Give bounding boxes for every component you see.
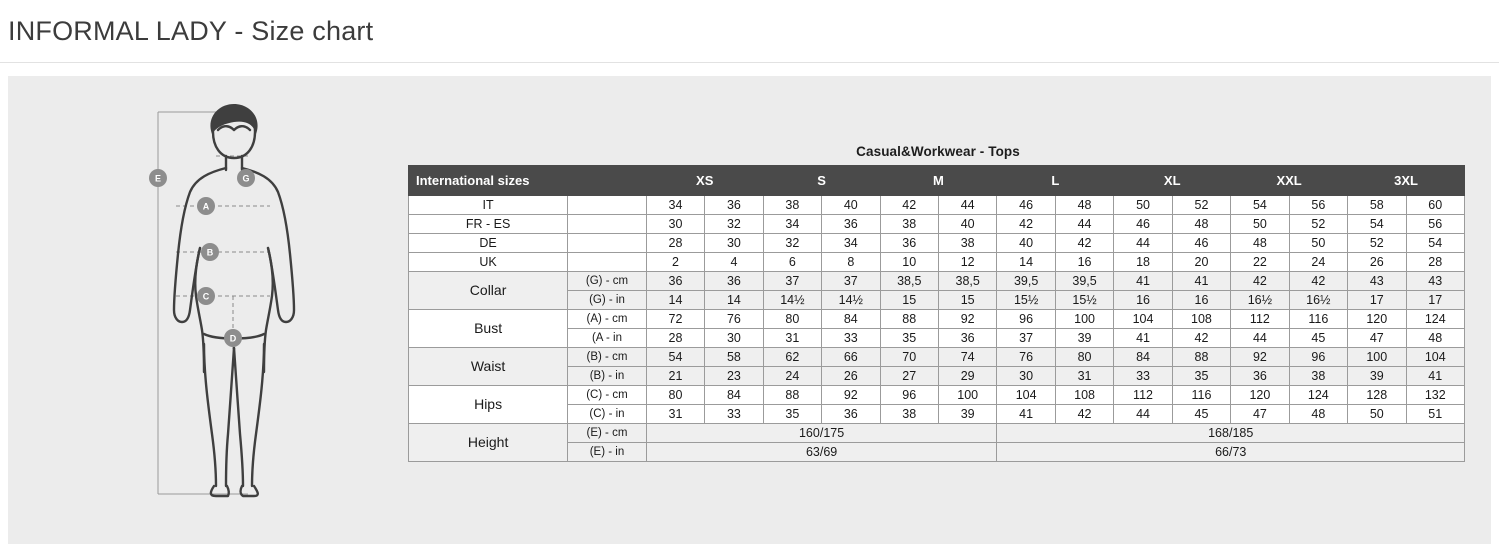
cell: 42 [1289, 272, 1347, 291]
cell: 72 [646, 310, 704, 329]
svg-text:C: C [202, 291, 210, 302]
row-unit-bust-in: (A - in [568, 329, 647, 348]
cell: 16 [1114, 291, 1172, 310]
cell: 37 [997, 329, 1055, 348]
cell: 12 [938, 253, 996, 272]
cell: 70 [880, 348, 938, 367]
cell: 58 [705, 348, 763, 367]
cell: 45 [1289, 329, 1347, 348]
cell: 14 [705, 291, 763, 310]
cell: 20 [1172, 253, 1230, 272]
cell-height-in-right: 66/73 [997, 443, 1465, 462]
header-divider [0, 62, 1499, 63]
cell: 14½ [763, 291, 821, 310]
cell: 30 [705, 234, 763, 253]
row-label-collar: Collar [409, 272, 568, 310]
cell: 24 [1289, 253, 1347, 272]
body-measurement-figure [138, 104, 388, 504]
row-unit-height-cm: (E) - cm [568, 424, 647, 443]
table-header-row [409, 166, 1465, 196]
cell: 38 [938, 234, 996, 253]
cell: 36 [822, 215, 880, 234]
cell: 36 [938, 329, 996, 348]
cell: 22 [1231, 253, 1289, 272]
row-label-de: DE [409, 234, 568, 253]
cell: 37 [822, 272, 880, 291]
svg-text:D: D [229, 333, 237, 344]
cell: 34 [822, 234, 880, 253]
table-row [409, 386, 1465, 405]
cell: 42 [997, 215, 1055, 234]
cell: 44 [1114, 405, 1172, 424]
cell: 37 [763, 272, 821, 291]
table-header [409, 166, 1465, 196]
cell: 28 [646, 329, 704, 348]
cell: 76 [997, 348, 1055, 367]
cell: 32 [763, 234, 821, 253]
cell: 74 [938, 348, 996, 367]
cell: 100 [1348, 348, 1406, 367]
cell: 28 [646, 234, 704, 253]
cell: 8 [822, 253, 880, 272]
table-row [409, 253, 1465, 272]
cell: 56 [1289, 196, 1347, 215]
row-label-fr-es: FR - ES [409, 215, 568, 234]
cell: 30 [997, 367, 1055, 386]
table-row [409, 329, 1465, 348]
cell: 31 [646, 405, 704, 424]
row-label-bust: Bust [409, 310, 568, 348]
cell: 50 [1114, 196, 1172, 215]
cell: 32 [705, 215, 763, 234]
cell: 39 [1055, 329, 1113, 348]
table-row [409, 424, 1465, 443]
cell: 44 [1055, 215, 1113, 234]
cell: 108 [1172, 310, 1230, 329]
cell: 54 [646, 348, 704, 367]
cell: 51 [1406, 405, 1465, 424]
table-row [409, 348, 1465, 367]
cell: 14 [997, 253, 1055, 272]
cell: 42 [880, 196, 938, 215]
cell: 34 [763, 215, 821, 234]
row-label-waist: Waist [409, 348, 568, 386]
cell: 30 [705, 329, 763, 348]
row-unit-height-in: (E) - in [568, 443, 647, 462]
cell: 16 [1172, 291, 1230, 310]
cell: 38,5 [938, 272, 996, 291]
table-row [409, 272, 1465, 291]
cell: 80 [763, 310, 821, 329]
cell: 50 [1348, 405, 1406, 424]
cell: 35 [1172, 367, 1230, 386]
page-header [0, 0, 1499, 62]
cell: 100 [1055, 310, 1113, 329]
cell: 44 [1114, 234, 1172, 253]
cell: 96 [1289, 348, 1347, 367]
cell: 42 [1055, 234, 1113, 253]
cell: 44 [938, 196, 996, 215]
header-size-xxl: XXL [1231, 166, 1348, 196]
row-unit-it [568, 196, 647, 215]
cell: 38 [880, 405, 938, 424]
cell: 14 [646, 291, 704, 310]
header-size-xl: XL [1114, 166, 1231, 196]
cell: 88 [763, 386, 821, 405]
cell: 96 [997, 310, 1055, 329]
cell: 35 [880, 329, 938, 348]
cell: 39 [938, 405, 996, 424]
cell: 36 [822, 405, 880, 424]
cell: 112 [1114, 386, 1172, 405]
cell: 28 [1406, 253, 1465, 272]
header-unit-col [568, 166, 647, 196]
cell: 112 [1231, 310, 1289, 329]
cell: 92 [822, 386, 880, 405]
cell: 40 [997, 234, 1055, 253]
cell: 31 [763, 329, 821, 348]
cell: 26 [1348, 253, 1406, 272]
cell: 16½ [1231, 291, 1289, 310]
svg-text:E: E [154, 173, 162, 184]
cell: 47 [1231, 405, 1289, 424]
row-label-it: IT [409, 196, 568, 215]
cell: 38,5 [880, 272, 938, 291]
cell: 40 [822, 196, 880, 215]
cell: 50 [1231, 215, 1289, 234]
cell: 17 [1348, 291, 1406, 310]
cell: 31 [1055, 367, 1113, 386]
row-label-height: Height [409, 424, 568, 462]
cell: 26 [822, 367, 880, 386]
header-size-xs: XS [646, 166, 763, 196]
cell: 41 [1172, 272, 1230, 291]
cell: 76 [705, 310, 763, 329]
cell: 35 [763, 405, 821, 424]
row-unit-collar-cm: (G) - cm [568, 272, 647, 291]
cell: 120 [1231, 386, 1289, 405]
cell: 84 [822, 310, 880, 329]
cell: 58 [1348, 196, 1406, 215]
svg-text:A: A [202, 201, 210, 212]
cell: 48 [1289, 405, 1347, 424]
cell: 42 [1231, 272, 1289, 291]
cell: 45 [1172, 405, 1230, 424]
row-unit-collar-in: (G) - in [568, 291, 647, 310]
cell: 88 [1172, 348, 1230, 367]
cell: 84 [1114, 348, 1172, 367]
cell: 33 [705, 405, 763, 424]
cell: 48 [1055, 196, 1113, 215]
cell: 38 [880, 215, 938, 234]
cell: 104 [1406, 348, 1465, 367]
cell: 36 [705, 272, 763, 291]
cell: 92 [1231, 348, 1289, 367]
cell: 10 [880, 253, 938, 272]
cell: 50 [1289, 234, 1347, 253]
cell: 23 [705, 367, 763, 386]
cell: 108 [1055, 386, 1113, 405]
cell: 124 [1289, 386, 1347, 405]
cell: 21 [646, 367, 704, 386]
cell: 41 [1114, 329, 1172, 348]
cell: 36 [880, 234, 938, 253]
cell: 80 [646, 386, 704, 405]
cell: 48 [1406, 329, 1465, 348]
row-unit-uk [568, 253, 647, 272]
cell: 104 [997, 386, 1055, 405]
cell: 39,5 [997, 272, 1055, 291]
cell: 41 [997, 405, 1055, 424]
header-size-l: L [997, 166, 1114, 196]
cell: 36 [1231, 367, 1289, 386]
table-row [409, 291, 1465, 310]
cell: 46 [1172, 234, 1230, 253]
cell: 100 [938, 386, 996, 405]
header-size-s: S [763, 166, 880, 196]
cell-height-in-left: 63/69 [646, 443, 997, 462]
cell: 18 [1114, 253, 1172, 272]
cell: 80 [1055, 348, 1113, 367]
cell: 84 [705, 386, 763, 405]
svg-text:B: B [206, 247, 214, 258]
cell: 56 [1406, 215, 1465, 234]
row-label-hips: Hips [409, 386, 568, 424]
cell: 116 [1289, 310, 1347, 329]
cell: 40 [938, 215, 996, 234]
cell: 54 [1406, 234, 1465, 253]
row-unit-waist-cm: (B) - cm [568, 348, 647, 367]
table-row [409, 310, 1465, 329]
cell: 39,5 [1055, 272, 1113, 291]
cell: 41 [1114, 272, 1172, 291]
row-unit-de [568, 234, 647, 253]
cell-height-cm-right: 168/185 [997, 424, 1465, 443]
row-unit-hips-cm: (C) - cm [568, 386, 647, 405]
cell: 16 [1055, 253, 1113, 272]
cell: 36 [646, 272, 704, 291]
cell: 48 [1231, 234, 1289, 253]
table-row [409, 443, 1465, 462]
cell: 6 [763, 253, 821, 272]
cell: 46 [1114, 215, 1172, 234]
cell: 33 [1114, 367, 1172, 386]
row-unit-bust-cm: (A) - cm [568, 310, 647, 329]
cell: 24 [763, 367, 821, 386]
cell: 47 [1348, 329, 1406, 348]
cell: 52 [1289, 215, 1347, 234]
cell: 54 [1348, 215, 1406, 234]
cell: 30 [646, 215, 704, 234]
cell: 4 [705, 253, 763, 272]
cell: 42 [1172, 329, 1230, 348]
header-international-sizes: International sizes [409, 166, 568, 196]
cell: 39 [1348, 367, 1406, 386]
cell: 43 [1406, 272, 1465, 291]
cell: 29 [938, 367, 996, 386]
cell: 15 [880, 291, 938, 310]
cell: 96 [880, 386, 938, 405]
cell: 15½ [997, 291, 1055, 310]
cell: 33 [822, 329, 880, 348]
table-row [409, 405, 1465, 424]
cell: 54 [1231, 196, 1289, 215]
table-caption: Casual&Workwear - Tops [856, 144, 1020, 159]
cell: 116 [1172, 386, 1230, 405]
table-row [409, 215, 1465, 234]
cell: 52 [1348, 234, 1406, 253]
cell: 124 [1406, 310, 1465, 329]
cell-height-cm-left: 160/175 [646, 424, 997, 443]
size-chart-table-block [408, 144, 1468, 462]
size-chart-panel [8, 76, 1491, 544]
cell: 36 [705, 196, 763, 215]
row-unit-hips-in: (C) - in [568, 405, 647, 424]
table-body [409, 196, 1465, 462]
cell: 132 [1406, 386, 1465, 405]
cell: 48 [1172, 215, 1230, 234]
size-chart-table [408, 165, 1465, 462]
cell: 15½ [1055, 291, 1113, 310]
cell: 41 [1406, 367, 1465, 386]
cell: 120 [1348, 310, 1406, 329]
cell: 14½ [822, 291, 880, 310]
cell: 17 [1406, 291, 1465, 310]
cell: 16½ [1289, 291, 1347, 310]
cell: 66 [822, 348, 880, 367]
cell: 34 [646, 196, 704, 215]
cell: 15 [938, 291, 996, 310]
cell: 62 [763, 348, 821, 367]
cell: 52 [1172, 196, 1230, 215]
cell: 104 [1114, 310, 1172, 329]
table-row [409, 367, 1465, 386]
row-unit-waist-in: (B) - in [568, 367, 647, 386]
header-size-3xl: 3XL [1348, 166, 1465, 196]
cell: 43 [1348, 272, 1406, 291]
cell: 46 [997, 196, 1055, 215]
cell: 42 [1055, 405, 1113, 424]
row-unit-fr-es [568, 215, 647, 234]
female-body-diagram-icon [138, 104, 388, 504]
cell: 27 [880, 367, 938, 386]
cell: 38 [1289, 367, 1347, 386]
cell: 60 [1406, 196, 1465, 215]
page-title: INFORMAL LADY - Size chart [8, 15, 374, 46]
cell: 38 [763, 196, 821, 215]
cell: 128 [1348, 386, 1406, 405]
cell: 44 [1231, 329, 1289, 348]
table-row [409, 234, 1465, 253]
cell: 92 [938, 310, 996, 329]
cell: 2 [646, 253, 704, 272]
row-label-uk: UK [409, 253, 568, 272]
svg-text:G: G [242, 173, 250, 184]
table-row [409, 196, 1465, 215]
header-size-m: M [880, 166, 997, 196]
cell: 88 [880, 310, 938, 329]
